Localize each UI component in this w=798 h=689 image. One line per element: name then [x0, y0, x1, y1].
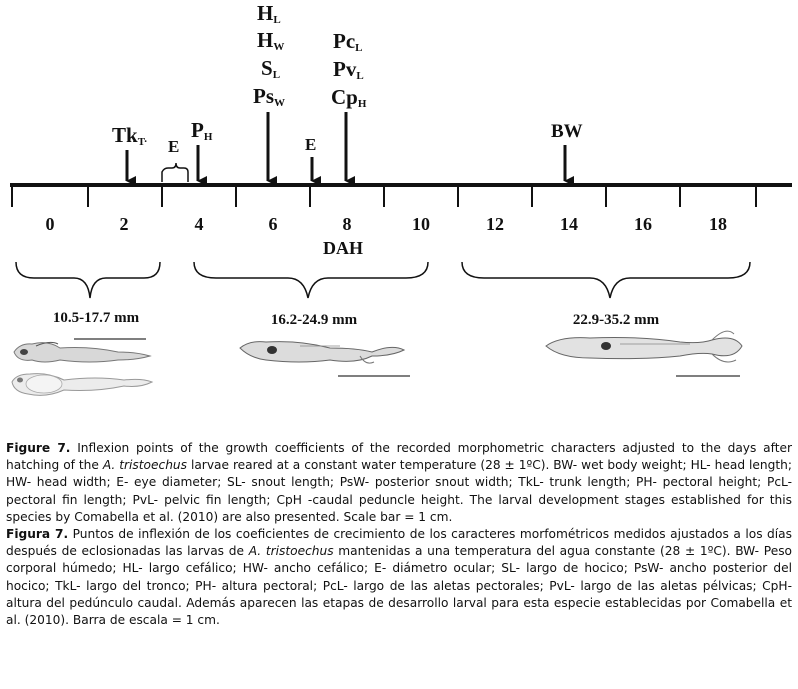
svg-text:E: E [168, 137, 180, 156]
tick-label: 10 [412, 214, 430, 234]
marker-group-day8 [331, 29, 367, 181]
axis-tick-labels [46, 214, 728, 234]
stage-range-2: 16.2-24.9 mm [270, 312, 358, 328]
svg-text:HL: HL [257, 1, 281, 26]
stage-range-3: 22.9-35.2 mm [572, 312, 660, 328]
marker-group-day6 [253, 1, 285, 181]
larva-illustration-stage3 [546, 331, 742, 376]
caption-english-text: Inflexion points of the growth coefficients of the recorded morphometric characters adjusted to the days after hatching of the [6, 441, 792, 473]
svg-text:HW: HW [257, 28, 285, 53]
tick-label: 8 [342, 214, 352, 234]
marker-bw [551, 121, 583, 181]
axis-unit-label: DAH [323, 238, 363, 258]
marker-ph [191, 118, 213, 181]
caption-english [6, 440, 792, 526]
svg-text:BW: BW [551, 121, 583, 142]
caption-spanish-text: Puntos de inflexión de los coeficientes de crecimiento de los caracteres morfométricos medidos ajustados a los días después de eclosionadas las larvas de [6, 527, 792, 559]
tick-label: 14 [560, 214, 578, 234]
axis-ticks [12, 185, 756, 207]
caption-spanish [6, 526, 792, 629]
tick-label: 6 [268, 214, 278, 234]
larva-illustration-stage1 [12, 339, 152, 395]
caption-english-text-cont: larvae reared at a constant water temperature (28 ± 1ºC). BW- wet body weight; HL- head length; HW- head width; E- eye diameter; SL- snout length; PsW- posterior snout width; TkL- trunk length; PH- pectoral height; PcL- pectoral fin length; PvL- pelvic fin length; CpH -caudal peduncle height. The larval development stages established for this species by Comabella et al. (2010) are also presented. Scale bar = 1 cm. [6, 458, 792, 524]
marker-eye-1 [162, 137, 188, 182]
figure-caption [6, 440, 792, 629]
svg-text:SL: SL [261, 56, 281, 81]
tick-label: 18 [709, 214, 727, 234]
svg-text:TkT.: TkT. [112, 123, 147, 148]
larva-illustration-stage2 [240, 342, 410, 376]
caption-english-species: A. tristoechus [102, 458, 187, 473]
tick-label: 16 [634, 214, 652, 234]
stage-range-1: 10.5-17.7 mm [52, 310, 140, 326]
stage-brace-1 [16, 262, 160, 298]
brace-icon [162, 163, 188, 182]
marker-tk [112, 123, 147, 181]
svg-text:PcL: PcL [333, 29, 363, 54]
caption-spanish-species: A. tristoechus [248, 544, 334, 559]
tick-label: 12 [486, 214, 504, 234]
tick-label: 4 [194, 214, 204, 234]
tick-label: 2 [119, 214, 129, 234]
caption-english-label: Figure 7. [6, 441, 71, 455]
svg-text:E: E [305, 135, 317, 154]
svg-text:PH: PH [191, 118, 213, 143]
caption-spanish-text-cont: mantenidas a una temperatura del agua constante (28 ± 1ºC). BW- Peso corporal húmedo; HL- largo cefálico; HW- ancho cefálico; E- diámetro ocular; SL- largo de hocico; PsW- ancho posterior del hocico; TkL- largo del tronco; PH- altura pectoral; PcL- largo de las aletas pectorales; PvL- largo de las aletas pélvicas; CpH- altura del pedúnculo caudal. Además aparecen las etapas de desarrollo larval para esta especie establecidas por Comabella et al. (2010). Barra de escala = 1 cm. [6, 544, 793, 628]
stage-brace-3 [462, 262, 750, 298]
marker-eye-2 [305, 135, 316, 181]
stage-brace-2 [194, 262, 428, 298]
svg-text:CpH: CpH [331, 85, 367, 110]
caption-spanish-label: Figura 7. [6, 527, 69, 542]
tick-label: 0 [45, 214, 55, 234]
svg-text:PvL: PvL [333, 57, 364, 82]
svg-text:PsW: PsW [253, 84, 285, 109]
